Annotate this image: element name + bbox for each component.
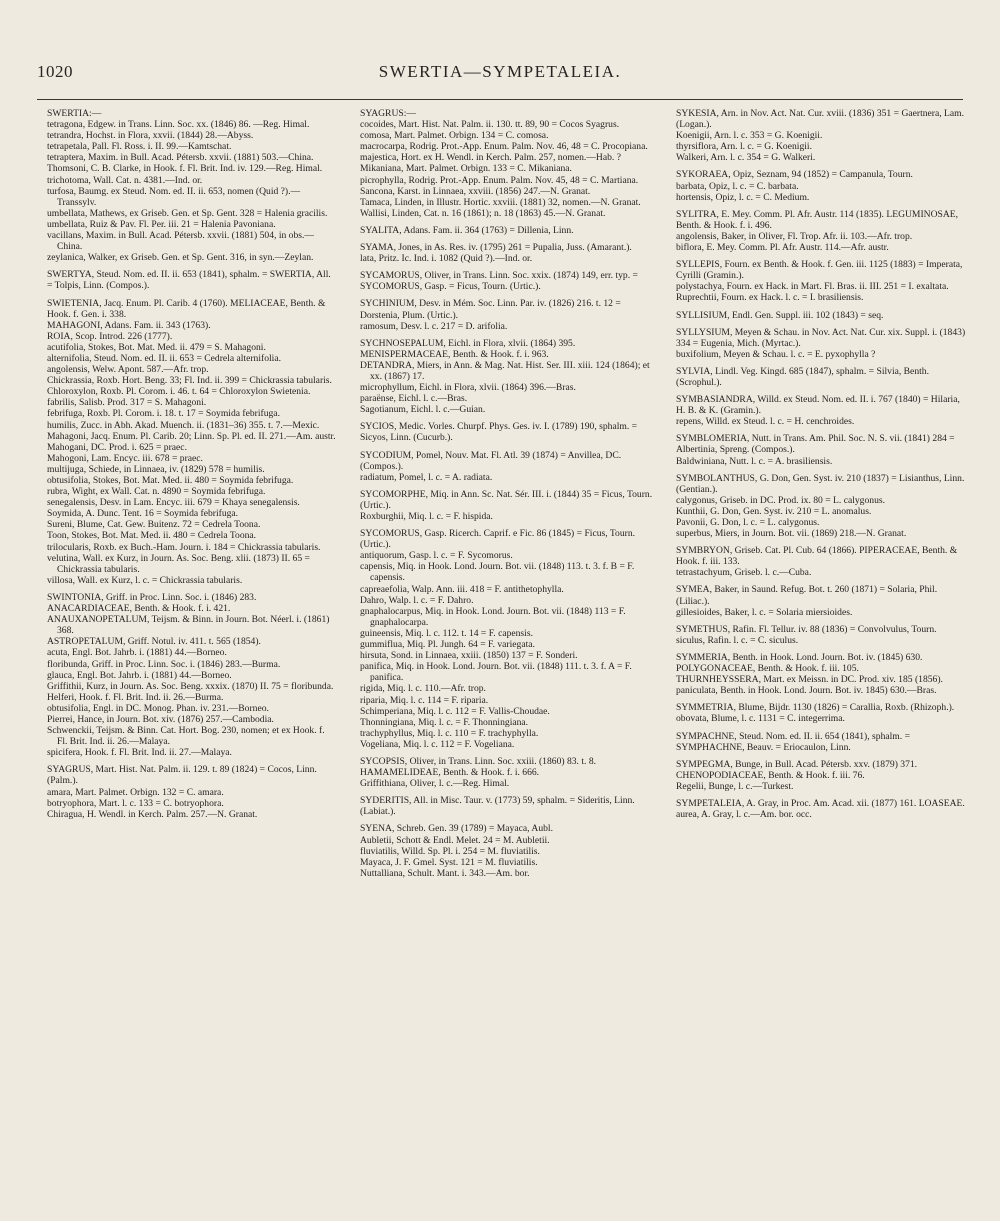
dictionary-entry: [666, 584, 966, 617]
entry-subline: floribunda, Griff. in Proc. Linn. Soc. i. (1846) 283.—Burma.: [47, 658, 281, 670]
entry-subline: fluviatilis, Willd. Sp. Pl. i. 254 = M. fluviatilis.: [360, 845, 540, 857]
entry-subline: siculus, Rafin. l. c. = C. siculus.: [676, 634, 799, 646]
entry-subline: gnaphalocarpus, Miq. in Hook. Lond. Journ. Bot. vii. (1848) 113 = F. gnaphalocarpa.: [360, 605, 626, 628]
entry-heading-line: SYLLYSIUM, Meyen & Schau. in Nov. Act. Nat. Cur. xix. Suppl. i. (1843) 334 = Eugenia, Mich. (Myrtac.).: [676, 326, 966, 349]
entry-heading-line: SYMBOLANTHUS, G. Don, Gen. Syst. iv. 210 (1837) = Lisianthus, Linn. (Gentian.).: [676, 472, 965, 495]
entry-subline: tetrastachyum, Griseb. l. c.—Cuba.: [676, 567, 812, 579]
entry-subline: Mahagoni, Jacq. Enum. Pl. Carib. 20; Linn. Sp. Pl. ed. II. 271.—Am. austr.: [47, 430, 336, 442]
dictionary-entry: [666, 169, 966, 202]
entry-subline: Sureni, Blume, Cat. Gew. Buitenz. 72 = Cedrela Toona.: [47, 519, 261, 531]
entry-subline: Pierrei, Hance, in Journ. Bot. xiv. (1876) 257.—Cambodia.: [47, 713, 274, 725]
entry-subline: tetragona, Edgew. in Trans. Linn. Soc. xx. (1846) 86. —Reg. Himal.: [47, 119, 310, 131]
entry-heading-line: SYMEA, Baker, in Saund. Refug. Bot. t. 260 (1871) = Solaria, Phil. (Liliac.).: [676, 584, 938, 607]
entry-heading-line: SYAGRUS, Mart. Hist. Nat. Palm. ii. 129. t. 89 (1824) = Cocos, Linn. (Palm.).: [47, 764, 317, 787]
entry-subline: velutina, Wall. ex Kurz, in Journ. As. Soc. Beng. xlii. (1873) II. 65 = Chickrassia tabularis.: [47, 552, 310, 575]
entry-subline: macrocarpa, Rodrig. Prot.-App. Enum. Palm. Nov. 46, 48 = C. Procopiana.: [360, 141, 648, 153]
entry-heading-line: SYKESIA, Arn. in Nov. Act. Nat. Cur. xviii. (1836) 351 = Gaertnera, Lam. (Logan.).: [676, 108, 965, 131]
entry-subline: obtusifolia, Engl. in DC. Monog. Phan. iv. 231.—Borneo.: [47, 702, 269, 714]
entry-heading-line: SWERTYA, Steud. Nom. ed. II. ii. 653 (1841), sphalm. = SWERTIA, All. = Tolpis, Linn. (Compos.).: [47, 269, 331, 292]
entry-subline: Schwenckii, Teijsm. & Binn. Cat. Hort. Bog. 230, nomen; et ex Hook. f. Fl. Brit. Ind. ii. 26.—Malaya.: [47, 725, 325, 748]
dictionary-entry: [37, 108, 337, 263]
entry-subline: Sancona, Karst. in Linnaea, xxviii. (1856) 247.—N. Granat.: [360, 185, 591, 197]
entry-subline: zeylanica, Walker, ex Griseb. Gen. et Sp. Gent. 316, in syn.—Zeylan.: [47, 252, 314, 264]
entry-subline: panifica, Miq. in Hook. Lond. Journ. Bot. vii. (1848) 111. t. 3. f. A = F. panifica.: [360, 661, 632, 684]
entry-subline: Helferi, Hook. f. Fl. Brit. Ind. ii. 26.—Burma.: [47, 691, 224, 703]
entry-heading-line: SYAGRUS:—: [360, 108, 416, 119]
entry-subline: fabrilis, Salisb. Prod. 317 = S. Mahagoni.: [47, 397, 207, 409]
entry-subline: thyrsiflora, Arn. l. c. = G. Koenigii.: [676, 141, 812, 153]
entry-subline: Kunthii, G. Don, Gen. Syst. iv. 210 = L. anomalus.: [676, 505, 872, 517]
dictionary-entry: [666, 108, 966, 163]
entry-subline: Toon, Stokes, Bot. Mat. Med. ii. 480 = Cedrela Toona.: [47, 530, 257, 542]
entry-subline: Thonningiana, Miq. l. c. = F. Thonningiana.: [360, 716, 529, 728]
dictionary-entry: [666, 394, 966, 427]
entry-subline: cocoides, Mart. Hist. Nat. Palm. ii. 130. tt. 89, 90 = Cocos Syagrus.: [360, 119, 620, 131]
entry-subline: Thomsoni, C. B. Clarke, in Hook. f. Fl. Brit. Ind. iv. 129.—Reg. Himal.: [47, 163, 323, 175]
entry-subline: tetrapetala, Pall. Fl. Ross. i. II. 99.—Kamtschat.: [47, 141, 232, 153]
entry-subline: glauca, Engl. Bot. Jahrb. i. (1881) 44.—Borneo.: [47, 669, 232, 681]
entry-subline: picrophylla, Rodrig. Prot.-App. Enum. Palm. Nov. 45, 48 = C. Martiana.: [360, 174, 639, 186]
entry-subline: Nuttalliana, Schult. Mant. i. 343.—Am. bor.: [360, 867, 530, 879]
entry-subline: acuta, Engl. Bot. Jahrb. i. (1881) 44.—Borneo.: [47, 647, 227, 659]
dictionary-entry: [350, 270, 653, 292]
entry-subline: angolensis, Welw. Apont. 587.—Afr. trop.: [47, 364, 209, 376]
entry-subline: Roxburghii, Miq. l. c. = F. hispida.: [360, 511, 493, 522]
dictionary-entry: [350, 298, 653, 331]
entry-subline: buxifolium, Meyen & Schau. l. c. = E. pyxophylla ?: [676, 348, 876, 360]
entry-subline: Chiragua, H. Wendl. in Kerch. Palm. 257.—N. Granat.: [47, 808, 258, 820]
entry-subline: capreaefolia, Walp. Ann. iii. 418 = F. antithetophylla.: [360, 583, 564, 595]
entry-subline: hirsuta, Sond. in Linnaea, xxiii. (1850) 137 = F. Sonderi.: [360, 650, 578, 662]
entry-subline: Tamaca, Linden, in Illustr. Hortic. xxviii. (1881) 32, nomen.—N. Granat.: [360, 196, 641, 208]
entry-subline: barbata, Opiz, l. c. = C. barbata.: [676, 180, 799, 192]
entry-heading-line: SYCOMORPHE, Miq. in Ann. Sc. Nat. Sér. III. i. (1844) 35 = Ficus, Tourn. (Urtic.).: [360, 488, 653, 511]
entry-heading-line: SYENA, Schreb. Gen. 39 (1789) = Mayaca, Aubl.: [360, 823, 553, 835]
entry-subline: trachyphyllus, Miq. l. c. 110 = F. trachyphylla.: [360, 727, 539, 739]
dictionary-entry: [350, 338, 653, 416]
entry-subline: MAHAGONI, Adans. Fam. ii. 343 (1763).: [47, 319, 211, 331]
entry-subline: paniculata, Benth. in Hook. Lond. Journ. Bot. iv. 1845) 630.—Bras.: [676, 685, 937, 697]
entry-heading-line: SYCHNOSEPALUM, Eichl. in Flora, xlvii. (1864) 395. MENISPERMACEAE, Benth. & Hook. f. i. 963.: [360, 337, 576, 360]
entry-heading-line: SYMMERIA, Benth. in Hook. Lond. Journ. Bot. iv. (1845) 630. POLYGONACEAE, Benth. & Hook. f. iii. 105.: [676, 651, 923, 675]
entry-subline: lata, Pritz. Ic. Ind. i. 1082 (Quid ?).—Ind. or.: [360, 253, 533, 265]
entry-subline: Dahro, Walp. l. c. = F. Dahro.: [360, 594, 474, 606]
dictionary-entry: [350, 756, 653, 789]
entry-subline: biflora, E. Mey. Comm. Pl. Afr. Austr. 114.—Afr. austr.: [676, 242, 889, 254]
entry-subline: DETANDRA, Miers, in Ann. & Mag. Nat. Hist. Ser. III. xiii. 124 (1864); et xx. (1867) 17.: [360, 359, 650, 382]
entry-subline: gummiflua, Miq. Pl. Jungh. 64 = F. variegata.: [360, 639, 535, 651]
entry-subline: Griffithii, Kurz, in Journ. As. Soc. Beng. xxxix. (1870) II. 75 = floribunda.: [47, 680, 334, 692]
dictionary-entry: [350, 795, 653, 817]
dictionary-entry: [350, 421, 653, 443]
entry-subline: riparia, Miq. l. c. 114 = F. riparia.: [360, 694, 489, 706]
entry-subline: Vogeliana, Miq. l. c. 112 = F. Vogeliana.: [360, 738, 515, 750]
entry-subline: obtusifolia, Stokes, Bot. Mat. Med. ii. 480 = Soymida febrifuga.: [47, 475, 294, 486]
entry-subline: umbellata, Mathews, ex Griseb. Gen. et Sp. Gent. 328 = Halenia gracilis.: [47, 207, 328, 219]
entry-subline: Mayaca, J. F. Gmel. Syst. 121 = M. fluviatilis.: [360, 856, 538, 868]
entry-subline: villosa, Wall. ex Kurz, l. c. = Chickrassia tabularis.: [47, 574, 243, 586]
entry-subline: ROIA, Scop. Introd. 226 (1777).: [47, 330, 173, 342]
entry-subline: repens, Willd. ex Steud. l. c. = H. cenchroides.: [676, 416, 855, 428]
page-number: 1020: [37, 62, 73, 81]
entry-subline: radiatum, Pomel, l. c. = A. radiata.: [360, 471, 493, 483]
entry-subline: turfosa, Baumg. ex Steud. Nom. ed. II. ii. 653, nomen (Quid ?).—Transsylv.: [47, 185, 301, 208]
entry-heading-line: SWERTIA:—: [47, 108, 102, 119]
entry-subline: Schimperiana, Miq. l. c. 112 = F. Vallis-Choudae.: [360, 705, 550, 717]
dictionary-entry: [37, 592, 337, 758]
entry-subline: rigida, Miq. l. c. 110.—Afr. trop.: [360, 683, 486, 695]
dictionary-entry: [37, 269, 337, 291]
entry-heading-line: SYMMETRIA, Blume, Bijdr. 1130 (1826) = Carallia, Roxb. (Rhizoph.).: [676, 702, 955, 714]
entry-heading-line: SYMPEGMA, Bunge, in Bull. Acad. Pétersb. xxv. (1879) 371. CHENOPODIACEAE, Benth. & Hook. f. iii. 76.: [676, 758, 918, 781]
entry-subline: calygonus, Griseb. in DC. Prod. ix. 80 = L. calygonus.: [676, 494, 885, 506]
dictionary-entry: [350, 489, 653, 522]
entry-subline: Mikaniana, Mart. Palmet. Orbign. 133 = C. Mikaniana.: [360, 163, 572, 175]
entry-subline: capensis, Miq. in Hook. Lond. Journ. Bot. vii. (1848) 113. t. 3. f. B = F. capensis.: [360, 561, 635, 584]
dictionary-entry: [350, 528, 653, 750]
dictionary-entry: [37, 298, 337, 586]
entry-subline: multijuga, Schiede, in Linnaea, iv. (1829) 578 = humilis.: [47, 463, 265, 475]
dictionary-entry: [666, 702, 966, 724]
entry-subline: Chloroxylon, Roxb. Pl. Corom. i. 46. t. 64 = Chloroxylon Swietenia.: [47, 386, 311, 398]
entry-heading-line: SYCOMORUS, Gasp. Ricerch. Caprif. e Fic. 86 (1845) = Ficus, Tourn. (Urtic.).: [360, 528, 636, 551]
entry-heading-line: SYCAMORUS, Oliver, in Trans. Linn. Soc. xxix. (1874) 149, err. typ. = SYCOMORUS, Gasp. = Ficus, Tourn. (Urtic.).: [360, 270, 638, 293]
entry-subline: Koenigii, Arn. l. c. 353 = G. Koenigii.: [676, 130, 823, 142]
dictionary-entry: [666, 652, 966, 696]
entry-heading-line: SYLLISIUM, Endl. Gen. Suppl. iii. 102 (1843) = seq.: [676, 309, 884, 321]
entry-heading-line: SYCOPSIS, Oliver, in Trans. Linn. Soc. xxiii. (1860) 83. t. 8. HAMAMELIDEAE, Benth. & Hook. f. i. 666.: [360, 755, 597, 779]
entry-heading-line: SYMPACHNE, Steud. Nom. ed. II. ii. 654 (1841), sphalm. = SYMPHACHNE, Beauv. = Eriocaulon, Linn.: [676, 730, 910, 753]
entry-heading-line: SYCODIUM, Pomel, Nouv. Mat. Fl. Atl. 39 (1874) = Anvillea, DC. (Compos.).: [360, 449, 622, 472]
entry-subline: Baldwiniana, Nutt. l. c. = A. brasiliensis.: [676, 455, 833, 467]
entry-subline: paraënse, Eichl. l. c.—Bras.: [360, 393, 468, 405]
entry-subline: trilocularis, Roxb. ex Buch.-Ham. Journ. i. 184 = Chickrassia tabularis.: [47, 541, 321, 553]
dictionary-entry: [666, 759, 966, 792]
entry-subline: amara, Mart. Palmet. Orbign. 132 = C. amara.: [47, 786, 224, 798]
entry-subline: majestica, Hort. ex H. Wendl. in Kerch. Palm. 257, nomen.—Hab. ?: [360, 152, 621, 164]
entry-subline: alternifolia, Steud. Nom. ed. II. ii. 653 = Cedrela alternifolia.: [47, 352, 281, 364]
entry-subline: gillesioides, Baker, l. c. = Solaria miersioides.: [676, 606, 853, 618]
entry-subline: Griffithiana, Oliver, l. c.—Reg. Himal.: [360, 778, 510, 790]
entry-subline: spicifera, Hook. f. Fl. Brit. Ind. ii. 27.—Malaya.: [47, 747, 232, 759]
entry-subline: Pavonii, G. Don, l. c. = L. calygonus.: [676, 517, 820, 528]
entry-subline: microphyllum, Eichl. in Flora, xlvii. (1864) 396.—Bras.: [360, 382, 576, 394]
entry-subline: Mahogoni, Lam. Encyc. iii. 678 = praec.: [47, 452, 203, 464]
page-header: [0, 62, 1000, 92]
entry-subline: acutifolia, Stokes, Bot. Mat. Med. ii. 479 = S. Mahagoni.: [47, 341, 266, 353]
entry-heading-line: SYDERITIS, All. in Misc. Taur. v. (1773) 59, sphalm. = Sideritis, Linn. (Labiat.).: [360, 795, 635, 818]
dictionary-entry: [350, 225, 653, 236]
entry-subline: tetraptera, Maxim. in Bull. Acad. Pétersb. xxvii. (1881) 503.—China.: [47, 152, 314, 164]
entry-subline: polystachya, Fourn. ex Hack. in Mart. Fl. Bras. ii. III. 251 = I. exaltata.: [676, 281, 949, 293]
entry-subline: angolensis, Baker, in Oliver, Fl. Trop. Afr. ii. 103.—Afr. trop.: [676, 230, 913, 242]
entry-subline: hortensis, Opiz, l. c. = C. Medium.: [676, 191, 810, 203]
entry-heading-line: SYLVIA, Lindl. Veg. Kingd. 685 (1847), sphalm. = Silvia, Benth. (Scrophul.).: [676, 365, 929, 388]
running-head: SWERTIA—SYMPETALEIA.: [378, 62, 622, 81]
entry-subline: antiquorum, Gasp. l. c. = F. Sycomorus.: [360, 550, 513, 562]
entry-subline: Walkeri, Arn. l. c. 354 = G. Walkeri.: [676, 152, 816, 164]
entry-subline: ASTROPETALUM, Griff. Notul. iv. 411. t. 565 (1854).: [47, 636, 261, 648]
entry-subline: Regelii, Bunge, l. c.—Turkest.: [676, 780, 794, 792]
entry-heading-line: SYLLEPIS, Fourn. ex Benth. & Hook. f. Gen. iii. 1125 (1883) = Imperata, Cyrilli (Gramin.).: [676, 259, 963, 282]
dictionary-entry: [666, 798, 966, 820]
entry-heading-line: SYMBASIANDRA, Willd. ex Steud. Nom. ed. II. i. 767 (1840) = Hilaria, H. B. & K. (Gramin.).: [676, 394, 960, 417]
entry-subline: Mahogani, DC. Prod. i. 625 = praec.: [47, 441, 187, 453]
dictionary-entry: [350, 450, 653, 483]
dictionary-entry: [666, 310, 966, 321]
entry-heading-line: SYCHINIUM, Desv. in Mém. Soc. Linn. Par. iv. (1826) 216. t. 12 = Dorstenia, Plum. (Urtic.).: [360, 298, 621, 321]
entry-subline: trichotoma, Wall. Cat. n. 4381.—Ind. or.: [47, 174, 203, 186]
entry-heading-line: SWINTONIA, Griff. in Proc. Linn. Soc. i. (1846) 283. ANACARDIACEAE, Benth. & Hook. f. i. 421.: [47, 591, 257, 615]
entry-subline: Chickrassia, Roxb. Hort. Beng. 33; Fl. Ind. ii. 399 = Chickrassia tabularis.: [47, 375, 332, 387]
entry-subline: humilis, Zucc. in Abh. Akad. Muench. ii. (1831–36) 355. t. 7.—Mexic.: [47, 419, 320, 431]
entry-subline: rubra, Wight, ex Wall. Cat. n. 4890 = Soymida febrifuga.: [47, 486, 266, 498]
column-2: [350, 108, 653, 885]
entry-heading-line: SYKORAEA, Opiz, Seznam, 94 (1852) = Campanula, Tourn.: [676, 169, 913, 181]
dictionary-entry: [666, 545, 966, 578]
entry-subline: comosa, Mart. Palmet. Orbign. 134 = C. comosa.: [360, 130, 549, 142]
entry-heading-line: SYMBRYON, Griseb. Cat. Pl. Cub. 64 (1866). PIPERACEAE, Benth. & Hook. f. iii. 133.: [676, 545, 958, 568]
entry-subline: Aubletii, Schott & Endl. Melet. 24 = M. Aubletii.: [360, 834, 550, 846]
entry-subline: Sagotianum, Eichl. l. c.—Guian.: [360, 404, 486, 416]
entry-subline: obovata, Blume, l. c. 1131 = C. integerrima.: [676, 713, 845, 725]
entry-heading-line: SYMETHUS, Rafin. Fl. Tellur. iv. 88 (1836) = Convolvulus, Tourn.: [676, 623, 937, 635]
entry-heading-line: SYMBLOMERIA, Nutt. in Trans. Am. Phil. Soc. N. S. vii. (1841) 284 = Albertinia, Spreng. (Compos.).: [676, 433, 955, 456]
entry-subline: tetrandra, Hochst. in Flora, xxvii. (1844) 28.—Abyss.: [47, 130, 254, 142]
entry-subline: senegalensis, Desv. in Lam. Encyc. iii. 679 = Khaya senegalensis.: [47, 497, 300, 509]
dictionary-entry: [666, 327, 966, 360]
dictionary-entry: [666, 209, 966, 253]
entry-subline: Wallisi, Linden, Cat. n. 16 (1861); n. 18 (1863) 45.—N. Granat.: [360, 207, 606, 219]
entry-subline: vacillans, Maxim. in Bull. Acad. Pétersb. xxvii. (1881) 504, in obs.—China.: [47, 230, 314, 253]
dictionary-entry: [350, 823, 653, 878]
entry-subline: ANAUXANOPETALUM, Teijsm. & Binn. in Journ. Bot. Néerl. i. (1861) 368.: [47, 614, 330, 637]
column-3: [666, 108, 966, 826]
entry-heading-line: SYCIOS, Medic. Vorles. Churpf. Phys. Ges. iv. I. (1789) 190, sphalm. = Sicyos, Linn. (Cucurb.).: [360, 421, 638, 444]
column-1: [37, 108, 337, 826]
entry-heading-line: SYMPETALEIA, A. Gray, in Proc. Am. Acad. xii. (1877) 161. LOASEAE.: [676, 797, 965, 809]
entry-subline: aurea, A. Gray, l. c.—Am. bor. occ.: [676, 809, 812, 821]
entry-heading-line: SYAMA, Jones, in As. Res. iv. (1795) 261 = Pupalia, Juss. (Amarant.).: [360, 242, 632, 254]
entry-subline: botryophora, Mart. l. c. 133 = C. botryophora.: [47, 797, 224, 809]
dictionary-entry: [666, 624, 966, 646]
entry-heading-line: SYALITA, Adans. Fam. ii. 364 (1763) = Dillenia, Linn.: [360, 224, 574, 236]
entry-heading-line: SYLITRA, E. Mey. Comm. Pl. Afr. Austr. 114 (1835). LEGUMINOSAE, Benth. & Hook. f. i. 496.: [676, 208, 959, 231]
entry-subline: Soymida, A. Dunc. Tent. 16 = Soymida febrifuga.: [47, 508, 239, 520]
dictionary-entry: [37, 764, 337, 819]
entry-subline: Ruprechtii, Fourn. ex Hack. l. c. = I. brasiliensis.: [676, 292, 864, 304]
dictionary-entry: [666, 433, 966, 466]
entry-subline: ramosum, Desv. l. c. 217 = D. arifolia.: [360, 320, 508, 332]
dictionary-entry: [666, 473, 966, 540]
header-rule: [37, 99, 963, 100]
entry-subline: THURNHEYSSERA, Mart. ex Meissn. in DC. Prod. xiv. 185 (1856).: [676, 674, 943, 686]
entry-heading-line: SWIETENIA, Jacq. Enum. Pl. Carib. 4 (1760). MELIACEAE, Benth. & Hook. f. Gen. i. 338.: [47, 297, 326, 320]
entry-subline: umbellata, Ruiz & Pav. Fl. Per. iii. 21 = Halenia Pavoniana.: [47, 218, 276, 230]
dictionary-entry: [666, 259, 966, 303]
entry-subline: febrifuga, Roxb. Pl. Corom. i. 18. t. 17 = Soymida febrifuga.: [47, 408, 280, 420]
dictionary-entry: [666, 731, 966, 753]
entry-subline: superbus, Miers, in Journ. Bot. vii. (1869) 218.—N. Granat.: [676, 528, 907, 540]
dictionary-entry: [350, 108, 653, 219]
entry-subline: guineensis, Miq. l. c. 112. t. 14 = F. capensis.: [360, 627, 533, 639]
dictionary-entry: [350, 242, 653, 264]
dictionary-entry: [666, 366, 966, 388]
